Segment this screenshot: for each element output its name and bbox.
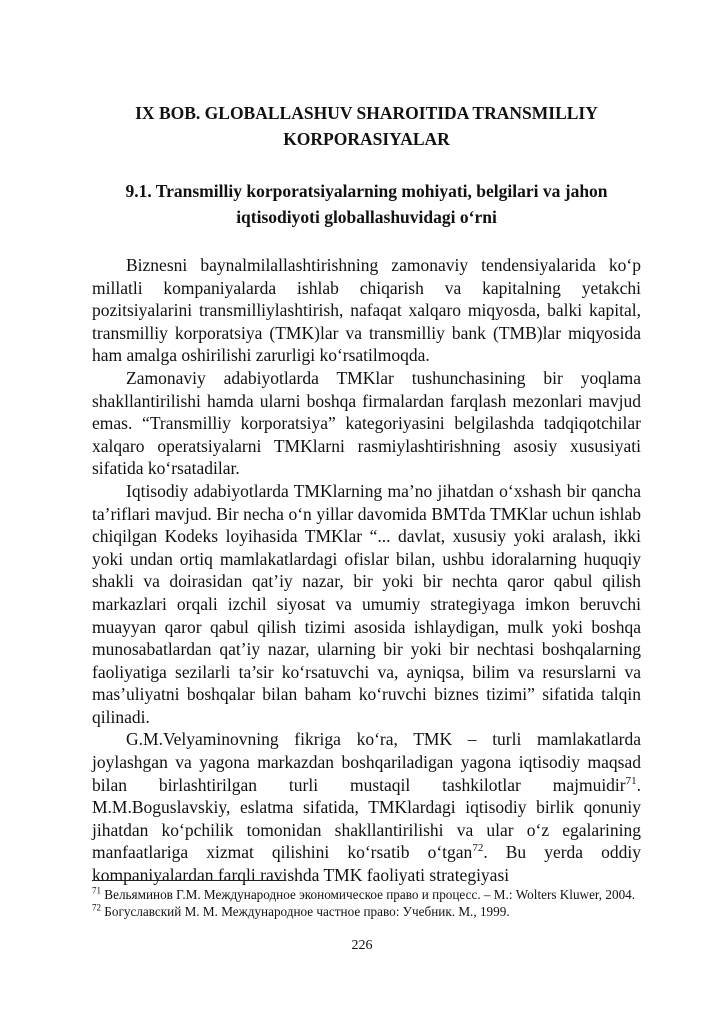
page-number: 226 bbox=[351, 938, 373, 953]
footnote-number: 72 bbox=[92, 902, 101, 913]
paragraph: Zamonaviy adabiyotlarda TMKlar tushunchasining bir yoqlama shakllantirilishi hamda ularni boshqa firmalardan farqlash mezonlari mavjud emas. “Transmilliy korporatsiya” kategoriyasini belgilashda tadqiqotchilar xalqaro operatsiyalarni TMKlarni rasmiylashtirishning asosiy xususiyati sifatida ko‘rsatadilar. bbox=[92, 367, 641, 479]
footnote bbox=[92, 886, 641, 903]
page-content bbox=[92, 100, 641, 887]
footnote-ref[interactable]: 71 bbox=[625, 774, 637, 787]
footnote-number: 71 bbox=[92, 885, 101, 896]
paragraph bbox=[92, 728, 641, 886]
chapter-title: IX BOB. GLOBALLASHUV SHAROITIDA TRANSMILLIY KORPORASIYALAR bbox=[135, 103, 598, 149]
footnotes bbox=[92, 886, 641, 920]
section-title: 9.1. Transmilliy korporatsiyalarning mohiyati, belgilari va jahon iqtisodiyoti globallashuvidagi o‘rni bbox=[125, 181, 608, 227]
footnote-ref[interactable]: 72 bbox=[472, 842, 484, 855]
paragraph-text: G.M.Velyaminovning fikriga ko‘ra, TMK – turli mamlakatlarda joylashgan va yagona markazdan boshqariladigan yagona iqtisodiy maqsad bilan birlashtirilgan turli mustaqil tashkilotlar majmuidir bbox=[92, 729, 641, 795]
footnote-divider bbox=[92, 880, 284, 881]
footnote bbox=[92, 903, 641, 920]
footnote-text: Богуславский М. М. Международное частное право: Учебник. М., 1999. bbox=[101, 904, 510, 919]
body-text bbox=[92, 254, 641, 887]
paragraph-text: . Bu yerda oddiy kompaniyalardan farqli ravishda TMK faoliyati strategiyasi bbox=[92, 842, 641, 886]
paragraph: Iqtisodiy adabiyotlarda TMKlarning ma’no jihatdan o‘xshash bir qancha ta’riflari mavjud. Bir necha o‘n yillar davomida BMTda TMKlar uchun ishlab chiqilgan Kodeks loyihasida TMKlar “... davlat, xususiy yoki aralash, ikki yoki undan ortiq mamlakatlardagi ofislar bilan, ushbu idoralarning huquqiy shakli va doirasidan qat’iy nazar, bir yoki bir nechta qaror qabul qilish markazlari orqali izchil siyosat va umumiy strategiyaga imkon beruvchi muayyan qaror qabul qilish tizimi asosida ishlaydigan, mulk yoki boshqa munosabatlardan qat’iy nazar, ularning bir yoki bir nechtasi boshqalarning faoliyatiga sezilarli ta’sir ko‘rsatuvchi va, ayniqsa, bilim va resurslarni va mas’uliyatni boshqalar bilan baham ko‘ruvchi biznes tizimi” sifatida talqin qilinadi. bbox=[92, 480, 641, 727]
paragraph: Biznesni baynalmilallashtirishning zamonaviy tendensiyalarida ko‘p millatli kompaniyalarda ishlab chiqarish va kapitalning yetakchi pozitsiyalarini transmilliylashtirish, nafaqat xalqaro miqyosda, balki kapital, transmilliy korporatsiya (TMK)lar va transmilliy bank (TMB)lar miqyosida ham amalga oshirilishi zarurligi ko‘rsatilmoqda. bbox=[92, 255, 641, 366]
paragraph-text: . M.M.Boguslavskiy, eslatma sifatida, TMKlardagi iqtisodiy birlik qonuniy jihatdan ko‘pchilik tomonidan shakllantirilishi va ular o‘z egalarining manfaatlariga xizmat qilishini ko‘rsatib o‘tgan bbox=[92, 774, 641, 863]
footnote-text: Вельяминов Г.М. Международное экономическое право и процесс. – М.: Wolters Kluwer, 2004. bbox=[101, 887, 636, 902]
